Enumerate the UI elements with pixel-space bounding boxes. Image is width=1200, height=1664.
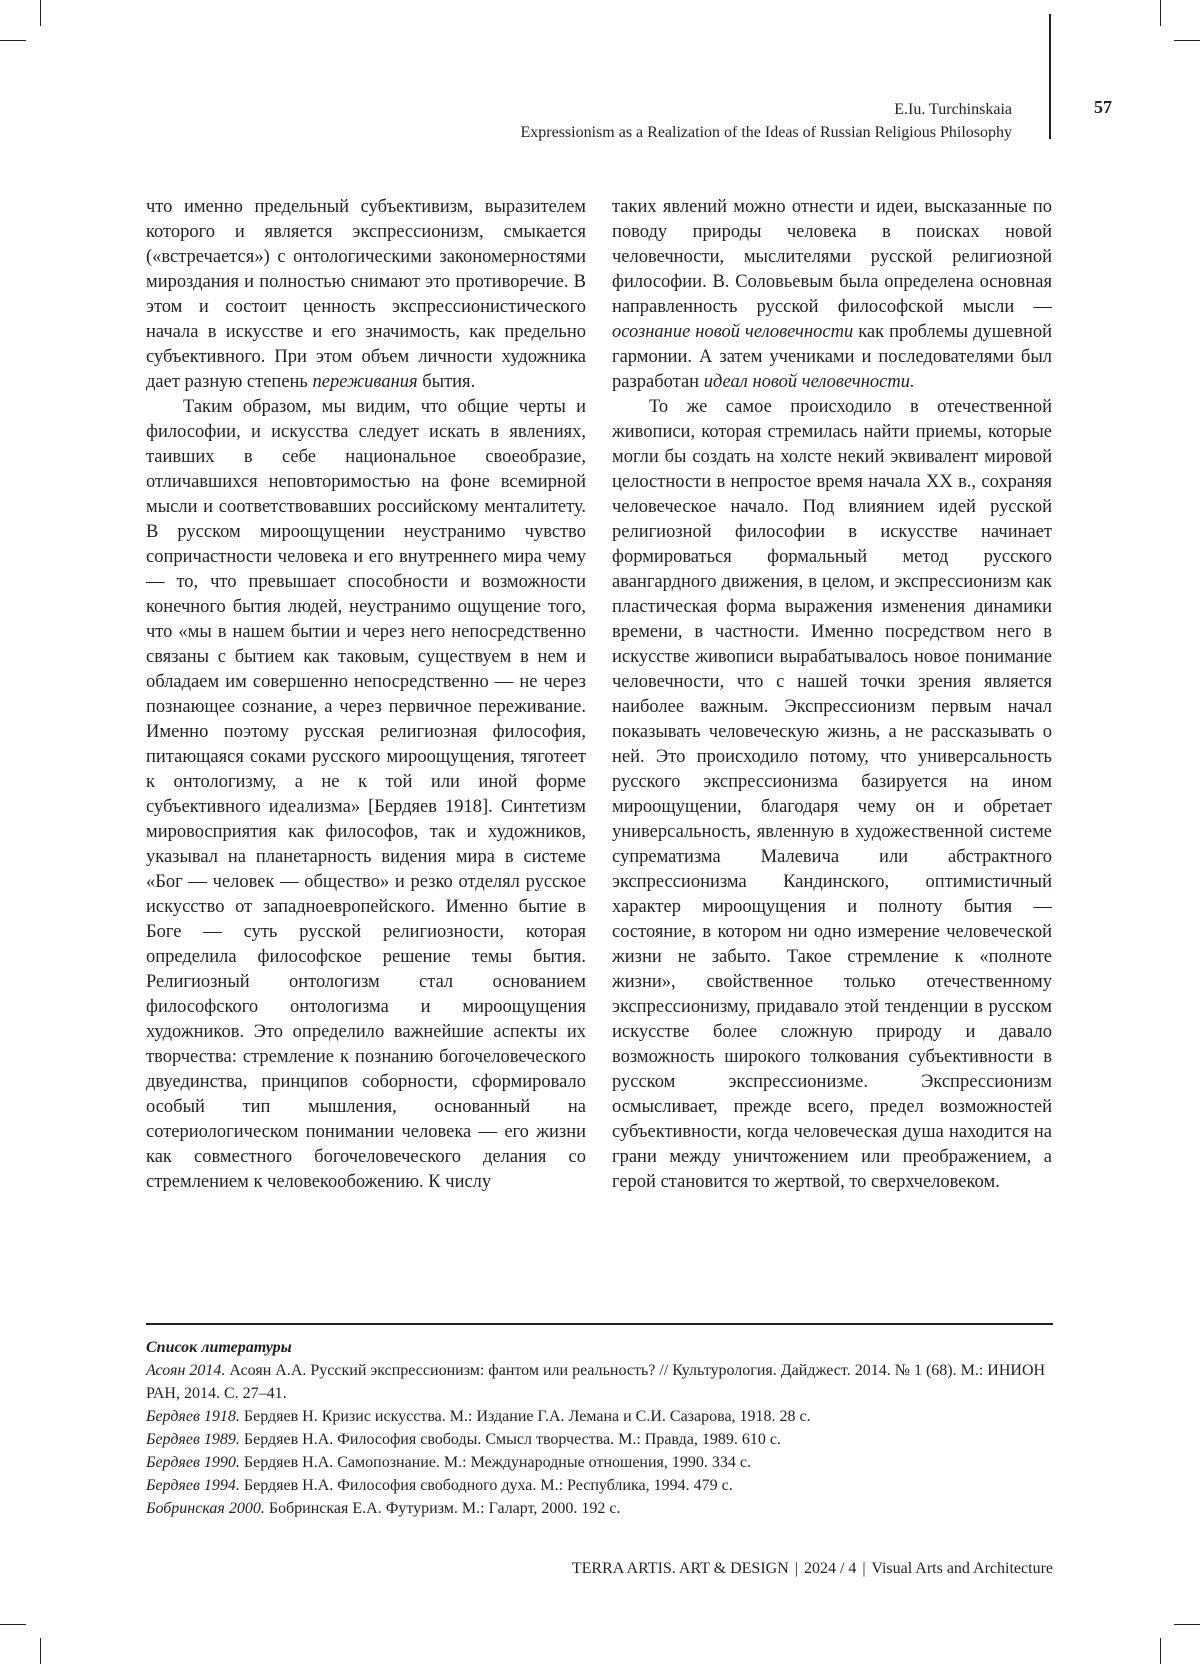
running-footer	[572, 1560, 1053, 1578]
paragraph-text: что именно предельный субъективизм, выразителем которого и является экспрессионизм, смыкается («встречается») с онтологическими закономерностями мироздания и полностью снимают это противоречие. В этом и состоит ценность экспрессионистического начала в искусстве и его значимость, как предельно субъективного. При этом объем личности художника дает разную степень	[146, 197, 586, 392]
reference-key: Бердяев 1990.	[146, 1454, 240, 1471]
reference-text: Бердяев Н.А. Философия свободного духа. М.: Республика, 1994. 479 с.	[239, 1477, 733, 1494]
reference-entry	[146, 1405, 1053, 1428]
italic-text: переживания	[312, 372, 418, 392]
paragraph-text: как проблемы душевной гармонии. А затем учениками и последователями был разработан	[612, 322, 1052, 392]
running-header-author: E.Iu. Turchinskaia	[894, 101, 1012, 118]
reference-key: Бердяев 1994.	[146, 1477, 240, 1494]
footer-journal: TERRA ARTIS. ART & DESIGN	[571, 1560, 789, 1577]
crop-mark-top-left-horizontal	[0, 40, 26, 41]
reference-entry	[146, 1359, 1053, 1405]
reference-key: Бобринская 2000.	[146, 1500, 265, 1517]
reference-text: Асоян А.А. Русский экспрессионизм: фантом или реальность? // Культурология. Дайджест. 2014. № 1 (68). М.: ИНИОН РАН, 2014. С. 27–41.	[146, 1362, 1046, 1402]
body-paragraph	[146, 195, 586, 395]
running-header-title: Expressionism as a Realization of the Ideas of Russian Religious Philosophy	[520, 124, 1012, 141]
body-paragraph	[612, 195, 1052, 395]
reference-text: Бердяев Н.А. Самопознание. М.: Международные отношения, 1990. 334 с.	[239, 1454, 752, 1471]
reference-entry	[146, 1451, 1053, 1474]
page-number: 57	[1094, 97, 1112, 117]
paragraph-text: Таким образом, мы видим, что общие черты и философии, и искусства следует искать в явлениях, таивших в себе национальное своеобразие, отличавшихся неповторимостью на фоне всемирной мысли и соответствовавших российскому менталитету. В русском мироощущении неустранимо чувство сопричастности человека и его внутреннего мира чему — то, что превышает способности и возможности конечного бытия людей, неустранимо ощущение того, что «мы в нашем бытии и через него непосредственно связаны с бытием как таковым, существуем в нем и обладаем им совершенно непосредственно — не через познающее сознание, а через первичное переживание. Именно поэтому русская религиозная философия, питающаяся соками русского мироощущения, тяготеет к онтологизму, а не к той или иной форме субъективного идеализма» [Бердяев 1918]. Синтетизм мировосприятия как философов, так и художников, указывал на планетарность видения мира в системе «Бог — человек — общество» и резко отделял русское искусство от западноевропейского. Именно бытие в Боге — суть русской религиозности, которая определила философское решение темы бытия. Религиозный онтологизм стал основанием философского онтологизма и мироощущения художников. Это определило важнейшие аспекты их творчества: стремление к познанию богочеловеческого двуединства, принципов соборности, сформировало особый тип мышления, основанный на сотериологическом понимании человека — его жизни как совместного богочеловеческого делания со стремлением к человекообожению. К числу	[146, 397, 586, 1192]
crop-mark-top-right-vertical	[1160, 0, 1161, 26]
crop-mark-bottom-left-horizontal	[0, 1624, 26, 1625]
reference-text: Бердяев Н. Кризис искусства. М.: Издание Г.А. Лемана и С.И. Сазарова, 1918. 28 с.	[239, 1408, 811, 1425]
italic-text: осознание новой человечности	[612, 322, 854, 342]
reference-key: Асоян 2014.	[146, 1362, 226, 1379]
references-rule	[146, 1323, 1053, 1325]
crop-mark-bottom-right-vertical	[1160, 1638, 1161, 1664]
reference-key: Бердяев 1918.	[146, 1408, 240, 1425]
paragraph-text: бытия.	[417, 372, 476, 392]
body-paragraph	[146, 395, 586, 1195]
crop-mark-bottom-left-vertical	[40, 1638, 41, 1664]
italic-text: идеал новой человечности.	[703, 372, 915, 392]
reference-entry	[146, 1428, 1053, 1451]
footer-issue: 2024 / 4	[803, 1560, 857, 1577]
footer-section: Visual Arts and Architecture	[871, 1560, 1053, 1577]
body-column-right	[612, 195, 1052, 1195]
crop-mark-bottom-right-horizontal	[1174, 1624, 1200, 1625]
reference-entry	[146, 1474, 1053, 1497]
reference-text: Бобринская Е.А. Футуризм. М.: Галарт, 2000. 192 с.	[264, 1500, 621, 1517]
reference-entry	[146, 1497, 1053, 1520]
header-vertical-rule	[1049, 14, 1051, 139]
reference-key: Бердяев 1989.	[146, 1431, 240, 1448]
paragraph-text: таких явлений можно отнести и идеи, высказанные по поводу природы человека в поисках новой человечности, мыслителями русской религиозной философии. В. Соловьевым была определена основная направленность русской философской мысли —	[612, 197, 1052, 317]
crop-mark-top-right-horizontal	[1174, 40, 1200, 41]
paragraph-text: То же самое происходило в отечественной живописи, которая стремилась найти приемы, которые могли бы создать на холсте некий эквивалент мировой целостности в непростое время начала XX в., сохраняя человеческое начало. Под влиянием идей русской религиозной философии в искусстве начинает формироваться формальный метод русского авангардного движения, в целом, и экспрессионизм как пластическая форма выражения изменения динамики времени, в частности. Именно посредством него в искусстве живописи вырабатывалось новое понимание человечности, что с нашей точки зрения является наиболее важным. Экспрессионизм первым начал показывать человеческую жизнь, а не рассказывать о ней. Это происходило потому, что универсальность русского экспрессионизма базируется на ином мироощущении, благодаря чему он и обретает универсальность, явленную в художественной системе супрематизма Малевича или абстрактного экспрессионизма Кандинского, оптимистичный характер мироощущения и полноту бытия — состояние, в котором ни одно измерение человеческой жизни не забыто. Такое стремление к «полноте жизни», свойственное только отечественному экспрессионизму, придавало этой тенденции в русском искусстве более сложную природу и давало возможность широкого толкования субъективности в русском экспрессионизме. Экспрессионизм осмысливает, прежде всего, предел возможностей субъективности, когда человеческая душа находится на грани между уничтожением или преображением, а герой становится то жертвой, то сверхчеловеком.	[612, 397, 1052, 1192]
body-paragraph	[612, 395, 1052, 1195]
footer-separator: |	[862, 1560, 866, 1577]
references-section	[146, 1336, 1053, 1520]
crop-mark-top-left-vertical	[40, 0, 41, 26]
footer-separator: |	[794, 1560, 798, 1577]
references-list	[146, 1359, 1053, 1520]
reference-text: Бердяев Н.А. Философия свободы. Смысл творчества. М.: Правда, 1989. 610 с.	[239, 1431, 781, 1448]
references-heading: Список литературы	[146, 1339, 292, 1356]
body-column-left	[146, 195, 586, 1195]
